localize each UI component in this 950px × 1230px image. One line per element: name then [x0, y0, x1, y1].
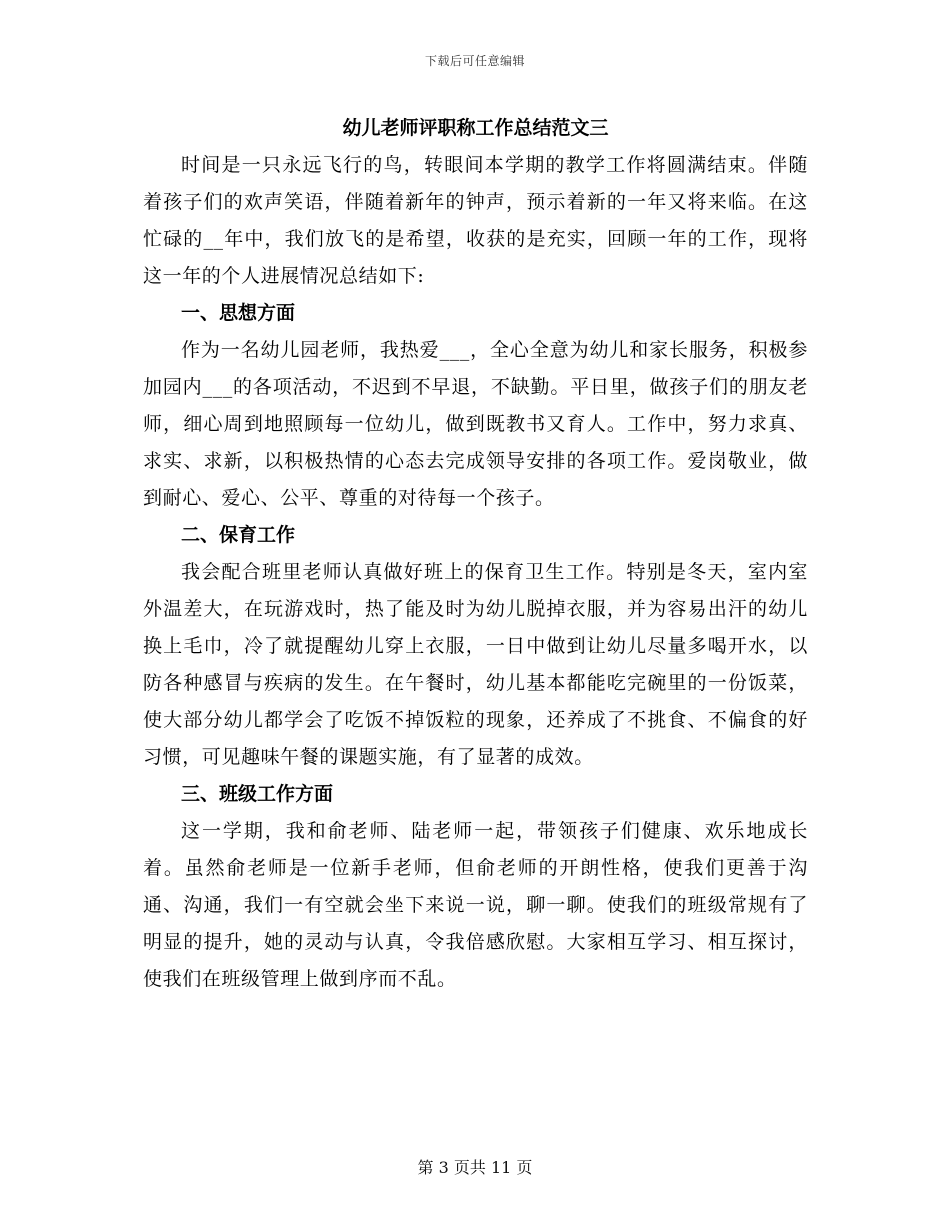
section-heading-class-work: 三、班级工作方面 [181, 783, 334, 805]
section-heading-ideology: 一、思想方面 [181, 302, 296, 324]
section-heading-childcare: 二、保育工作 [181, 524, 296, 546]
section-body-ideology: 作为一名幼儿园老师，我热爱___，全心全意为幼儿和家长服务，积极参加园内___的各项活动，不迟到不早退，不缺勤。平日里，做孩子们的朋友老师，细心周到地照顾每一位幼儿，做到既教书又育人。工作中，努力求真、求实、求新，以积极热情的心态去完成领导安排的各项工作。爱岗敬业，做到耐心、爱心、公平、尊重的对待每一个孩子。 [143, 339, 808, 509]
document-title: 幼儿老师评职称工作总结范文三 [342, 117, 609, 139]
header-note: 下载后可任意编辑 [424, 54, 525, 68]
document-body [143, 110, 808, 998]
intro-paragraph: 时间是一只永远飞行的鸟，转眼间本学期的教学工作将圆满结束。伴随着孩子们的欢声笑语，伴随着新年的钟声，预示着新的一年又将来临。在这忙碌的__年中，我们放飞的是希望，收获的是充实，回顾一年的工作，现将这一年的个人进展情况总结如下: [143, 154, 808, 287]
section-body-class-work: 这一学期，我和俞老师、陆老师一起，带领孩子们健康、欢乐地成长着。虽然俞老师是一位新手老师，但俞老师的开朗性格，使我们更善于沟通、沟通，我们一有空就会坐下来说一说，聊一聊。使我们的班级常规有了明显的提升，她的灵动与认真，令我倍感欣慰。大家相互学习、相互探讨，使我们在班级管理上做到序而不乱。 [143, 820, 808, 990]
section-body-childcare: 我会配合班里老师认真做好班上的保育卫生工作。特别是冬天，室内室外温差大，在玩游戏时，热了能及时为幼儿脱掉衣服，并为容易出汗的幼儿换上毛巾，冷了就提醒幼儿穿上衣服，一日中做到让幼儿尽量多喝开水，以防各种感冒与疾病的发生。在午餐时，幼儿基本都能吃完碗里的一份饭菜，使大部分幼儿都学会了吃饭不掉饭粒的现象，还养成了不挑食、不偏食的好习惯，可见趣味午餐的课题实施，有了显著的成效。 [143, 561, 808, 768]
page-number: 第 3 页共 11 页 [417, 1158, 533, 1177]
